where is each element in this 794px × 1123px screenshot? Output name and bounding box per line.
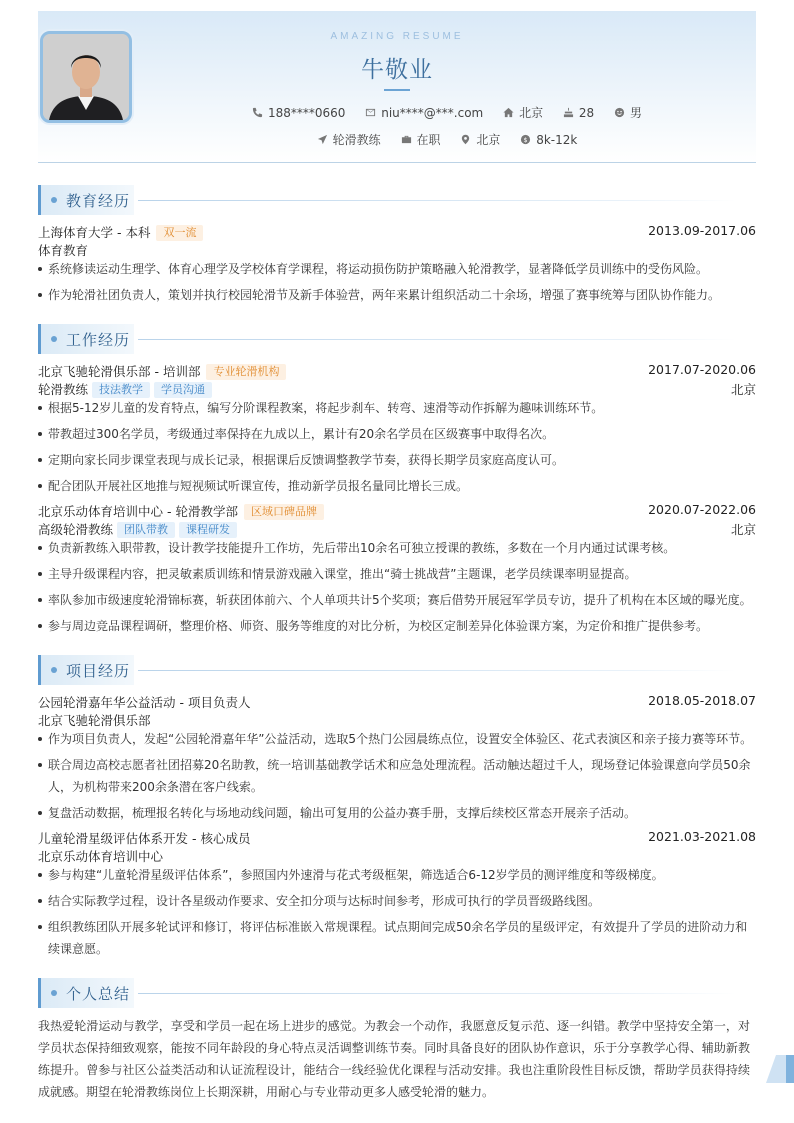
section-title-text: 工作经历 [66, 331, 131, 349]
project-bullets [38, 864, 756, 964]
list-item: 系统修读运动生理学、体育心理学及学校体育学课程，将运动损伤防护策略融入轮滑教学，显著降低学员训练中的受伤风险。 [38, 258, 756, 280]
section-divider [138, 670, 736, 671]
section-work [38, 324, 756, 354]
company-tag: 区域口碑品牌 [244, 504, 324, 520]
company-name: 北京飞驰轮滑俱乐部 - 培训部 [38, 364, 201, 379]
list-item: 参与周边竞品课程调研，整理价格、师资、服务等维度的对比分析，为校区定制差异化体验课方案，为定价和推广提供参考。 [38, 615, 756, 637]
target-city-info [460, 131, 500, 148]
location-icon [460, 134, 471, 145]
section-projects [38, 655, 756, 685]
section-divider [138, 200, 736, 201]
work-bullets [38, 537, 756, 641]
project-org: 北京飞驰轮滑俱乐部 [38, 713, 151, 728]
school-name: 上海体育大学 - 本科 [38, 225, 151, 240]
resume-header [38, 11, 756, 163]
list-item: 根据5-12岁儿童的发育特点，编写分阶课程教案，将起步刹车、转弯、速滑等动作拆解为趣味训练环节。 [38, 397, 756, 419]
briefcase-icon [401, 134, 412, 145]
list-item: 组织教练团队开展多轮试评和修订，将评估标准嵌入常规课程。试点期间完成50余名学员的星级评定，有效提升了学员的进阶动力和续课意愿。 [38, 916, 756, 960]
project-name: 公园轮滑嘉年华公益活动 - 项目负责人 [38, 695, 251, 710]
section-education [38, 185, 756, 215]
phone-icon [252, 107, 263, 118]
project-dates: 2021.03-2021.08 [648, 829, 756, 844]
city-info [503, 104, 543, 121]
major: 体育教育 [38, 243, 89, 258]
gender-icon [614, 107, 625, 118]
age-info [563, 106, 594, 120]
work-dates: 2020.07-2022.06 [648, 502, 756, 517]
email-info [365, 106, 483, 120]
salary-info [520, 133, 577, 147]
company-name: 北京乐动体育培训中心 - 轮滑教学部 [38, 504, 238, 519]
money-icon [520, 134, 531, 145]
section-title-text: 教育经历 [66, 192, 131, 210]
list-item: 联合周边高校志愿者社团招募20名助教，统一培训基础教学话术和应急处理流程。活动触达超过千人，现场登记体验课意向学员50余人，为机构带来200余条潜在客户线索。 [38, 754, 756, 798]
svg-text:$: $ [523, 135, 528, 144]
email-text: niu****@***.com [381, 105, 484, 120]
list-item: 参与构建“儿童轮滑星级评估体系”，参照国内外速滑与花式考级框架，筛选适合6-12岁学员的测评维度和等级梯度。 [38, 864, 756, 886]
target-city-text: 北京 [476, 133, 501, 147]
project-dates: 2018.05-2018.07 [648, 693, 756, 708]
send-icon [317, 134, 328, 145]
list-item: 带教超过300名学员，考级通过率保持在九成以上，累计有20余名学员在区级赛事中取得名次。 [38, 423, 756, 445]
contact-row [38, 104, 756, 121]
project-name: 儿童轮滑星级评估体系开发 - 核心成员 [38, 831, 251, 846]
role-name: 轮滑教练 [38, 382, 89, 397]
section-divider [138, 339, 736, 340]
list-item: 作为项目负责人，发起“公园轮滑嘉年华”公益活动，选取5个热门公园晨练点位，设置安全体验区、花式表演区和亲子接力赛等环节。 [38, 728, 756, 750]
intent-row [38, 131, 756, 148]
list-item: 配合团队开展社区地推与短视频试听课宣传，推动新学员报名量同比增长三成。 [38, 475, 756, 497]
role-tag: 学员沟通 [154, 382, 212, 398]
project-bullets [38, 728, 756, 828]
home-icon [503, 107, 514, 118]
status-info [401, 131, 441, 148]
gender-info [614, 104, 642, 121]
section-divider [138, 993, 736, 994]
section-dot [51, 336, 57, 342]
mail-icon [365, 107, 376, 118]
summary-text: 我热爱轮滑运动与教学，享受和学员一起在场上进步的感觉。为教会一个动作，我愿意反复示范、逐一纠错。教学中坚持安全第一，对学员状态保持细致观察，能按不同年龄段的身心特点灵活调整训练节奏。同时具备良好的团队协作意识，乐于分享教学心得、辅助新教练提升。曾参与社区公益类活动和认证流程设计，能结合一线经验优化课程与活动安排。我也注重阶段性目标反馈，帮助学员获得持续成就感。期望在轮滑教练岗位上长期深耕，用耐心与专业带动更多人感受轮滑的魅力。 [38, 1019, 750, 1099]
age-text: 28 [578, 105, 595, 120]
city-text: 北京 [519, 106, 544, 120]
cake-icon [563, 107, 574, 118]
status-text: 在职 [416, 133, 441, 147]
list-item: 负责新教练入职带教，设计教学技能提升工作坊，先后带出10余名可独立授课的教练，多数在一个月内通过试课考核。 [38, 537, 756, 559]
gender-text: 男 [630, 106, 643, 120]
list-item: 率队参加市级速度轮滑锦标赛，斩获团体前六、个人单项共计5个奖项；赛后借势开展冠军学员专访，提升了机构在本区域的曝光度。 [38, 589, 756, 611]
work-location: 北京 [730, 522, 756, 537]
work-dates: 2017.07-2020.06 [648, 362, 756, 377]
education-dates: 2013.09-2017.06 [648, 223, 756, 238]
work-bullets [38, 397, 756, 501]
corner-decoration-icon [766, 1055, 794, 1083]
role-tag: 课程研发 [179, 522, 237, 538]
section-summary [38, 978, 756, 1008]
job-target-text: 轮滑教练 [332, 133, 381, 147]
role-tag: 团队带教 [117, 522, 175, 538]
brand-text: AMAZING RESUME [330, 31, 464, 42]
list-item: 复盘活动数据，梳理报名转化与场地动线问题，输出可复用的公益办赛手册，支撑后续校区常态开展亲子活动。 [38, 802, 756, 824]
work-location: 北京 [730, 382, 756, 397]
candidate-name: 牛敬业 [361, 57, 433, 83]
section-dot [51, 667, 57, 673]
list-item: 作为轮滑社团负责人，策划并执行校园轮滑节及新手体验营，两年来累计组织活动二十余场，增强了赛事统筹与团队协作能力。 [38, 284, 756, 306]
role-tag: 技法教学 [92, 382, 150, 398]
section-dot [51, 197, 57, 203]
list-item: 结合实际教学过程，设计各星级动作要求、安全扣分项与达标时间参考，形成可执行的学员晋级路线图。 [38, 890, 756, 912]
list-item: 定期向家长同步课堂表现与成长记录，根据课后反馈调整教学节奏，获得长期学员家庭高度认可。 [38, 449, 756, 471]
section-dot [51, 990, 57, 996]
list-item: 主导升级课程内容，把灵敏素质训练和情景游戏融入课堂，推出“骑士挑战营”主题课，老学员续课率明显提高。 [38, 563, 756, 585]
name-underline [384, 89, 410, 91]
education-bullets [38, 258, 756, 310]
section-title-text: 个人总结 [66, 985, 131, 1003]
salary-text: 8k-12k [536, 132, 578, 147]
resume-page [38, 11, 756, 1099]
section-title-text: 项目经历 [66, 662, 131, 680]
phone-info [252, 106, 345, 120]
job-target-info [317, 131, 381, 148]
phone-text: 188****0660 [267, 105, 346, 120]
role-name: 高级轮滑教练 [38, 522, 114, 537]
company-tag: 专业轮滑机构 [206, 364, 286, 380]
project-org: 北京乐动体育培训中心 [38, 849, 164, 864]
school-tag: 双一流 [156, 225, 203, 241]
